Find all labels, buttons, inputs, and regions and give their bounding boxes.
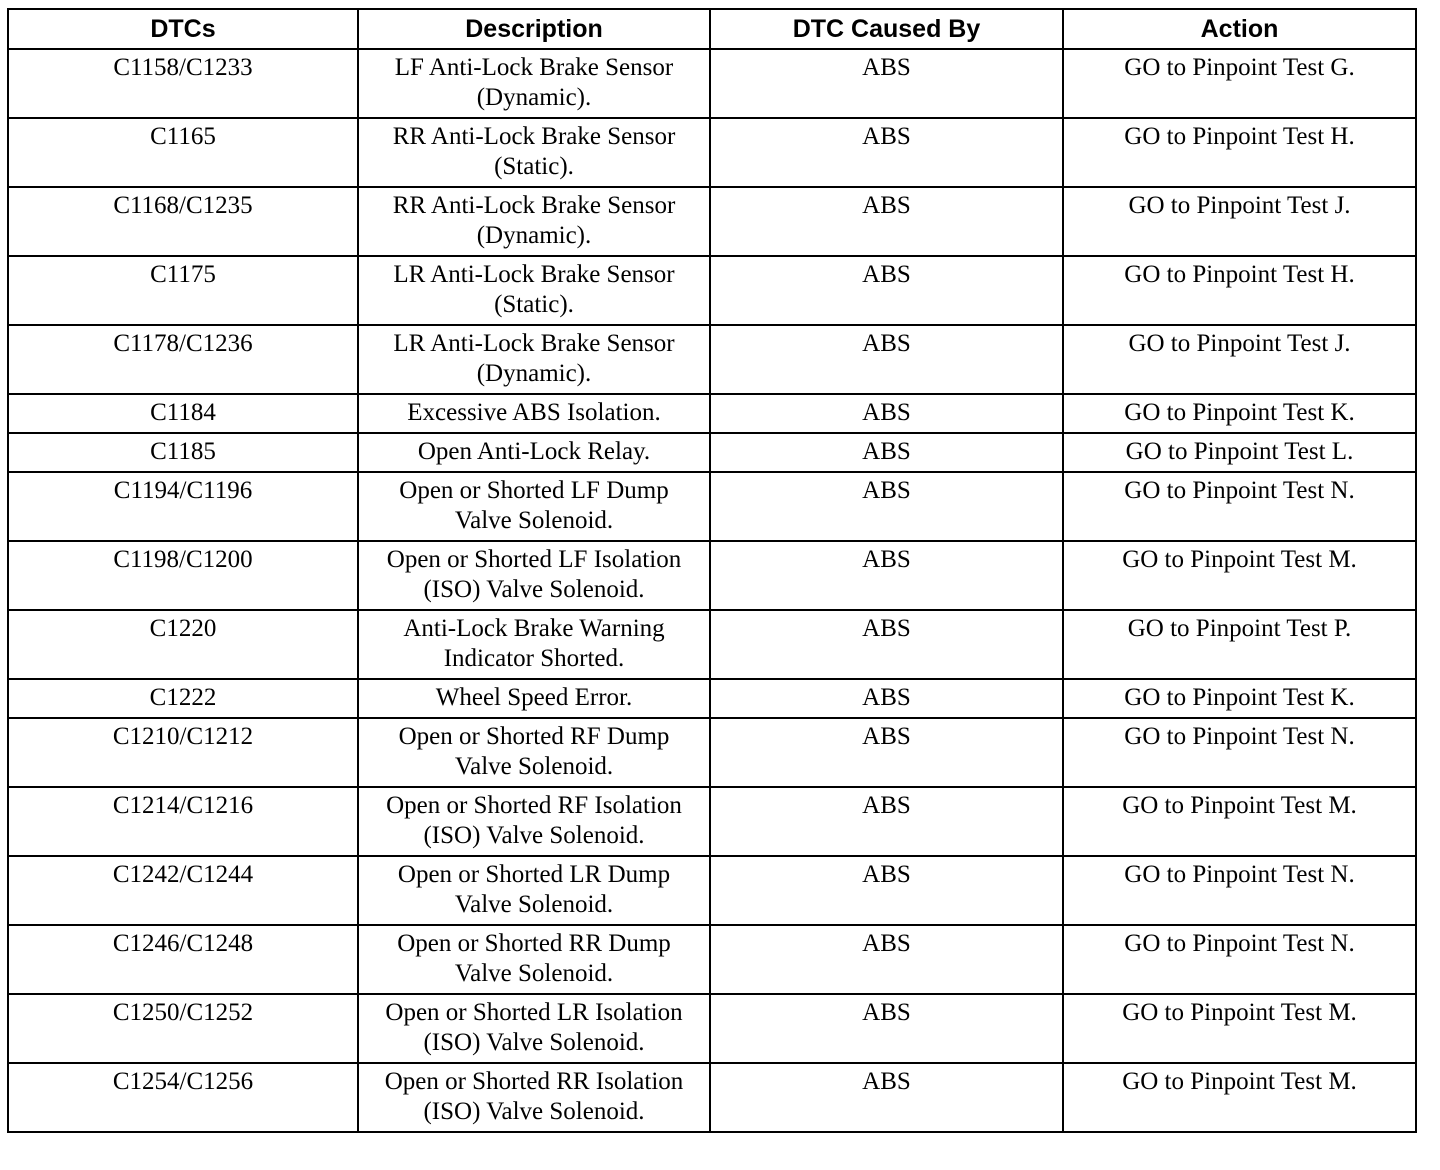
caused-by-cell: ABS — [710, 187, 1063, 256]
caused-by-cell: ABS — [710, 718, 1063, 787]
dtc-code-cell: C1168/C1235 — [8, 187, 358, 256]
description-line-2: Valve Solenoid. — [454, 507, 614, 534]
action-cell: GO to Pinpoint Test M. — [1063, 994, 1416, 1063]
dtc-code-cell: C1198/C1200 — [8, 541, 358, 610]
header-action: Action — [1063, 9, 1416, 49]
dtc-code-cell: C1246/C1248 — [8, 925, 358, 994]
description-cell — [358, 49, 710, 118]
description-cell — [358, 610, 710, 679]
caused-by-cell: ABS — [710, 856, 1063, 925]
action-cell: GO to Pinpoint Test N. — [1063, 856, 1416, 925]
caused-by-cell: ABS — [710, 394, 1063, 433]
dtc-code-cell: C1250/C1252 — [8, 994, 358, 1063]
action-cell: GO to Pinpoint Test K. — [1063, 679, 1416, 718]
description-cell — [358, 256, 710, 325]
description-line-1: Open or Shorted RF Isolation — [386, 792, 682, 819]
table-row — [8, 118, 1416, 187]
header-dtc-caused-by: DTC Caused By — [710, 9, 1063, 49]
description-cell — [358, 187, 710, 256]
description-line-2: Valve Solenoid. — [454, 753, 614, 780]
caused-by-cell: ABS — [710, 325, 1063, 394]
dtc-code-cell: C1185 — [8, 433, 358, 472]
dtc-code-cell: C1178/C1236 — [8, 325, 358, 394]
table-row — [8, 610, 1416, 679]
description-line-2: (Static). — [494, 153, 574, 180]
description-line-2: Indicator Shorted. — [443, 645, 625, 672]
action-cell: GO to Pinpoint Test M. — [1063, 1063, 1416, 1132]
table-row — [8, 433, 1416, 472]
description-cell — [358, 718, 710, 787]
caused-by-cell: ABS — [710, 994, 1063, 1063]
action-cell: GO to Pinpoint Test N. — [1063, 925, 1416, 994]
description-cell — [358, 541, 710, 610]
table-row — [8, 187, 1416, 256]
action-cell: GO to Pinpoint Test K. — [1063, 394, 1416, 433]
header-dtcs: DTCs — [8, 9, 358, 49]
description-line-1: LR Anti-Lock Brake Sensor — [393, 330, 675, 357]
action-cell: GO to Pinpoint Test N. — [1063, 472, 1416, 541]
description-line-1: Open or Shorted LR Isolation — [385, 999, 683, 1026]
description-cell — [358, 925, 710, 994]
caused-by-cell: ABS — [710, 1063, 1063, 1132]
dtc-code-cell: C1194/C1196 — [8, 472, 358, 541]
table-row — [8, 718, 1416, 787]
header-description: Description — [358, 9, 710, 49]
description-line-1: LR Anti-Lock Brake Sensor — [393, 261, 675, 288]
table-row — [8, 679, 1416, 718]
description-line-2: Valve Solenoid. — [454, 960, 614, 987]
action-cell: GO to Pinpoint Test M. — [1063, 541, 1416, 610]
dtc-code-cell: C1242/C1244 — [8, 856, 358, 925]
table-row — [8, 256, 1416, 325]
description-cell — [358, 433, 710, 472]
caused-by-cell: ABS — [710, 787, 1063, 856]
dtc-table-container — [7, 8, 1417, 1133]
description-cell — [358, 1063, 710, 1132]
dtc-table — [7, 8, 1417, 1133]
description-cell — [358, 325, 710, 394]
description-cell — [358, 994, 710, 1063]
description-line-1: Open or Shorted LF Isolation — [386, 546, 682, 573]
caused-by-cell: ABS — [710, 610, 1063, 679]
table-row — [8, 856, 1416, 925]
description-line-1: Open or Shorted RR Isolation — [384, 1068, 684, 1095]
action-cell: GO to Pinpoint Test M. — [1063, 787, 1416, 856]
description-cell — [358, 472, 710, 541]
description-line-1: Open Anti-Lock Relay. — [417, 438, 651, 465]
description-cell — [358, 679, 710, 718]
caused-by-cell: ABS — [710, 925, 1063, 994]
description-line-2: (Dynamic). — [476, 360, 592, 387]
table-row — [8, 1063, 1416, 1132]
dtc-code-cell: C1184 — [8, 394, 358, 433]
table-row — [8, 787, 1416, 856]
caused-by-cell: ABS — [710, 433, 1063, 472]
description-line-1: Open or Shorted RF Dump — [398, 723, 670, 750]
description-line-1: RR Anti-Lock Brake Sensor — [392, 192, 676, 219]
table-row — [8, 325, 1416, 394]
caused-by-cell: ABS — [710, 118, 1063, 187]
dtc-code-cell: C1210/C1212 — [8, 718, 358, 787]
description-line-1: Open or Shorted LF Dump — [399, 477, 669, 504]
dtc-code-cell: C1158/C1233 — [8, 49, 358, 118]
caused-by-cell: ABS — [710, 679, 1063, 718]
dtc-code-cell: C1220 — [8, 610, 358, 679]
caused-by-cell: ABS — [710, 541, 1063, 610]
table-row — [8, 394, 1416, 433]
description-line-1: Anti-Lock Brake Warning — [403, 615, 665, 642]
description-line-2: Valve Solenoid. — [454, 891, 614, 918]
description-line-1: Open or Shorted LR Dump — [397, 861, 671, 888]
action-cell: GO to Pinpoint Test H. — [1063, 256, 1416, 325]
description-line-2: (ISO) Valve Solenoid. — [423, 1098, 645, 1125]
caused-by-cell: ABS — [710, 256, 1063, 325]
action-cell: GO to Pinpoint Test N. — [1063, 718, 1416, 787]
table-row — [8, 472, 1416, 541]
table-row — [8, 541, 1416, 610]
action-cell: GO to Pinpoint Test P. — [1063, 610, 1416, 679]
table-row — [8, 49, 1416, 118]
action-cell: GO to Pinpoint Test J. — [1063, 187, 1416, 256]
description-line-1: Excessive ABS Isolation. — [407, 399, 661, 426]
dtc-code-cell: C1165 — [8, 118, 358, 187]
description-line-2: (ISO) Valve Solenoid. — [423, 1029, 645, 1056]
description-cell — [358, 118, 710, 187]
table-body — [8, 49, 1416, 1132]
description-line-1: RR Anti-Lock Brake Sensor — [392, 123, 676, 150]
dtc-code-cell: C1214/C1216 — [8, 787, 358, 856]
action-cell: GO to Pinpoint Test H. — [1063, 118, 1416, 187]
description-cell — [358, 394, 710, 433]
action-cell: GO to Pinpoint Test L. — [1063, 433, 1416, 472]
dtc-code-cell: C1222 — [8, 679, 358, 718]
table-row — [8, 994, 1416, 1063]
description-cell — [358, 856, 710, 925]
description-line-2: (ISO) Valve Solenoid. — [423, 576, 645, 603]
description-line-2: (Dynamic). — [476, 222, 592, 249]
caused-by-cell: ABS — [710, 472, 1063, 541]
header-row — [8, 9, 1416, 49]
description-line-2: (Static). — [494, 291, 574, 318]
description-line-1: LF Anti-Lock Brake Sensor — [394, 54, 674, 81]
description-line-2: (Dynamic). — [476, 84, 592, 111]
dtc-code-cell: C1254/C1256 — [8, 1063, 358, 1132]
dtc-code-cell: C1175 — [8, 256, 358, 325]
action-cell: GO to Pinpoint Test G. — [1063, 49, 1416, 118]
caused-by-cell: ABS — [710, 49, 1063, 118]
description-line-2: (ISO) Valve Solenoid. — [423, 822, 645, 849]
action-cell: GO to Pinpoint Test J. — [1063, 325, 1416, 394]
description-line-1: Wheel Speed Error. — [435, 684, 633, 711]
description-line-1: Open or Shorted RR Dump — [397, 930, 671, 957]
table-row — [8, 925, 1416, 994]
description-cell — [358, 787, 710, 856]
